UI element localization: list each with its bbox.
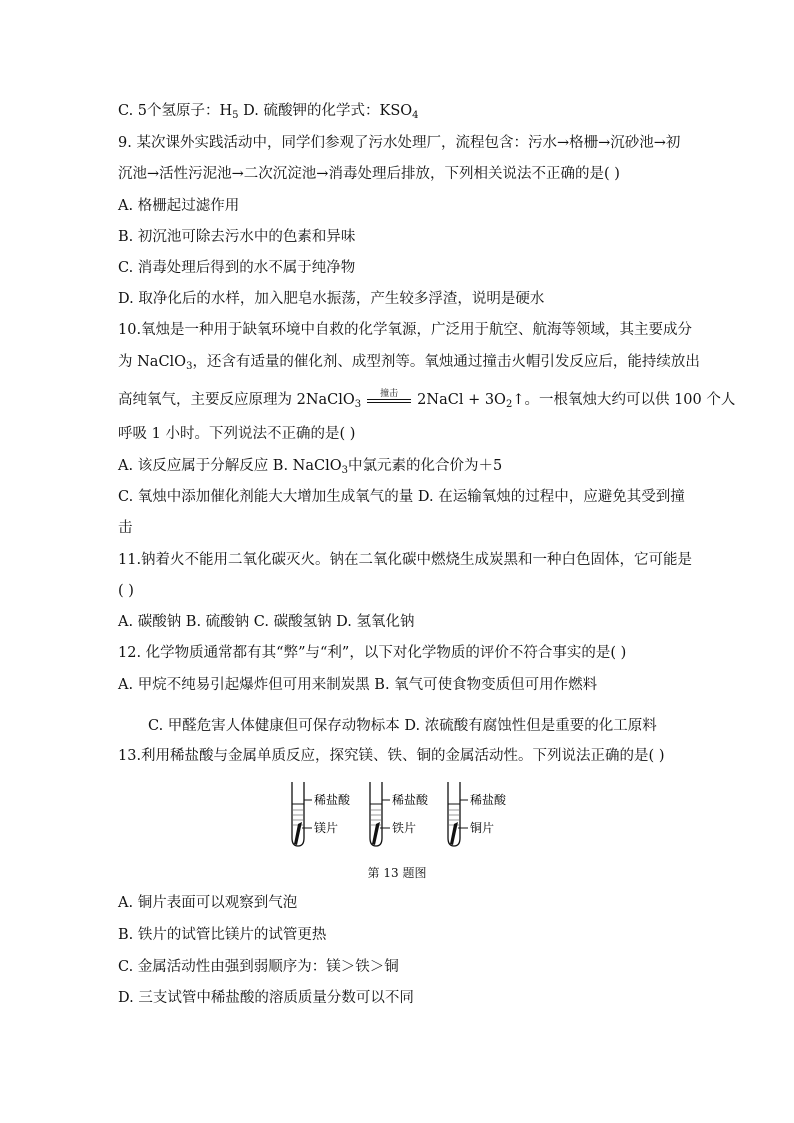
subscript: 3 (186, 361, 193, 372)
text: 高纯氧气，主要反应原理为 2NaClO (118, 392, 355, 408)
test-tube-figure (286, 780, 516, 850)
acid-label: 稀盐酸 (314, 793, 351, 807)
metal-label-mg: 镁片 (314, 821, 339, 835)
q8-options-cd (118, 101, 419, 121)
q13-option-a: A. 铜片表面可以观察到气泡 (118, 895, 298, 911)
subscript: 2 (505, 399, 513, 410)
q13-option-c: C. 金属活动性由强到弱顺序为：镁＞铁＞铜 (118, 959, 399, 975)
q9-option-d: D. 取净化后的水样，加入肥皂水振荡，产生较多浮渣，说明是硬水 (118, 291, 545, 307)
test-tube-copper (448, 782, 507, 846)
text: ↑。一根氧烛大约可以供 100 个人 (512, 392, 736, 408)
text: ，还含有适量的催化剂、成型剂等。氧烛通过撞击火帽引发反应后，能持续放出 (192, 354, 700, 370)
test-tube-iron (370, 782, 429, 846)
subscript: 5 (232, 110, 239, 121)
q13-option-b: B. 铁片的试管比镁片的试管更热 (118, 927, 327, 943)
q12-stem: 12. 化学物质通常都有其“弊”与“利”，以下对化学物质的评价不符合事实的是( ) (118, 645, 627, 661)
q13-option-d: D. 三支试管中稀盐酸的溶质质量分数可以不同 (118, 990, 414, 1006)
reaction-condition: 撞击 (380, 389, 399, 399)
subscript: 4 (412, 110, 419, 121)
q10-options-cd: C. 氧烛中添加催化剂能大大增加生成氧气的量 D. 在运输氧烛的过程中，应避免其受到撞 (118, 489, 685, 505)
text: 中氯元素的化合价为＋5 (348, 458, 503, 474)
q9-option-b: B. 初沉池可除去污水中的色素和异味 (118, 229, 356, 245)
q8-option-d: D. 硫酸钾的化学式：KSO (238, 103, 413, 119)
text: A. 该反应属于分解反应 B. NaClO (118, 458, 342, 474)
q12-options-cd: C. 甲醛危害人体健康但可保存动物标本 D. 浓硫酸有腐蚀性但是重要的化工原料 (148, 718, 657, 734)
acid-label: 稀盐酸 (392, 793, 429, 807)
metal-label-fe: 铁片 (392, 821, 417, 835)
q10-stem-4: 呼吸 1 小时。下列说法不正确的是( ) (118, 426, 356, 442)
q9-option-c: C. 消毒处理后得到的水不属于纯净物 (118, 260, 356, 276)
q10-options-ab (118, 456, 502, 476)
q10-equation-line (118, 390, 735, 410)
q9-stem-2: 沉池→活性污泥池→二次沉淀池→消毒处理后排放，下列相关说法不正确的是( ) (118, 166, 620, 182)
metal-label-cu: 铜片 (470, 821, 495, 835)
reaction-condition-arrow (365, 389, 413, 407)
q9-option-a: A. 格栅起过滤作用 (118, 198, 240, 214)
test-tube-magnesium (292, 782, 351, 846)
subscript: 3 (354, 399, 362, 410)
q8-option-c: C. 5个氢原子：H (118, 103, 233, 119)
q10-options-cd-cont: 击 (118, 520, 133, 536)
q11-stem-1: 11.钠着火不能用二氧化碳灭火。钠在二氧化碳中燃烧生成炭黑和一种白色固体，它可能是 (118, 552, 693, 568)
subscript: 3 (341, 465, 348, 476)
q10-stem-1: 10.氧烛是一种用于缺氧环境中自救的化学氧源，广泛用于航空、航海等领域，其主要成分 (118, 322, 693, 338)
acid-label: 稀盐酸 (470, 793, 507, 807)
q11-stem-2: ( ) (118, 583, 134, 599)
q10-stem-2 (118, 352, 700, 372)
q12-options-ab: A. 甲烷不纯易引起爆炸但可用来制炭黑 B. 氧气可使食物变质但可用作燃料 (118, 677, 598, 693)
text: 为 NaClO (118, 354, 187, 370)
q11-options: A. 碳酸钠 B. 硫酸钠 C. 碳酸氢钠 D. 氢氧化钠 (118, 614, 415, 630)
text: 2NaCl + 3O (417, 392, 506, 408)
figure-caption: 第 13 题图 (367, 866, 427, 880)
test-tubes-diagram (286, 780, 516, 850)
q13-stem: 13.利用稀盐酸与金属单质反应，探究镁、铁、铜的金属活动性。下列说法正确的是( ) (118, 748, 665, 764)
q9-stem-1: 9. 某次课外实践活动中，同学们参观了污水处理厂，流程包含：污水→格栅→沉砂池→初 (118, 135, 681, 151)
